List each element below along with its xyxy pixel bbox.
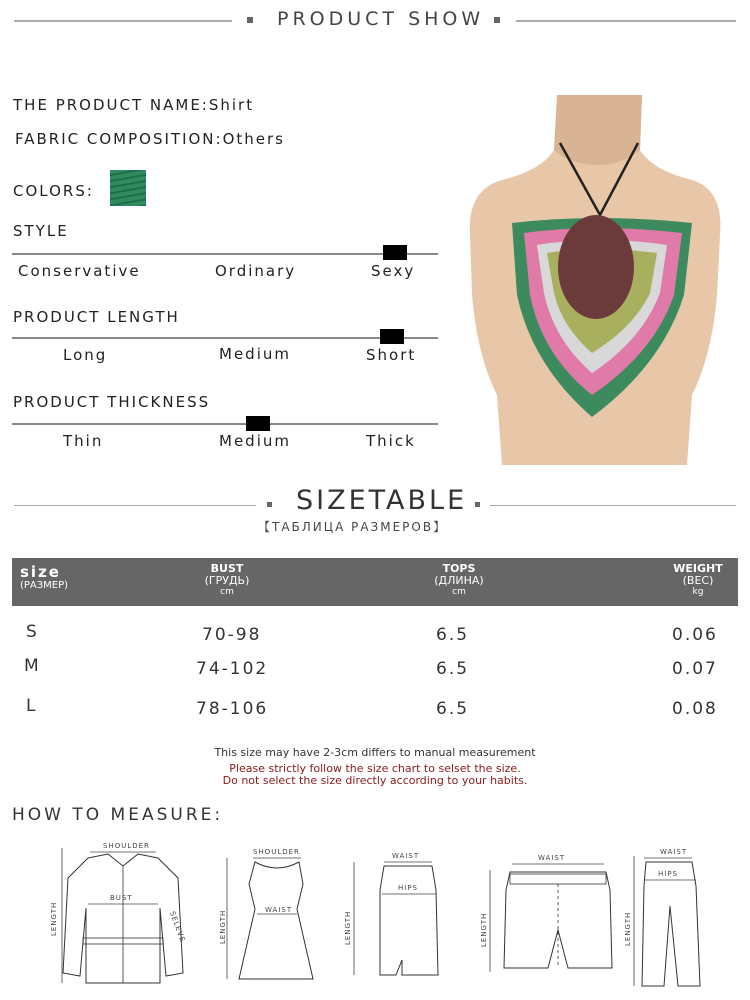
label-hips-5: HIPS	[658, 870, 678, 878]
row-s-weight: 0.06	[672, 625, 718, 645]
style-marker	[383, 245, 407, 260]
row-m-weight: 0.07	[672, 659, 718, 679]
label-waist-4: WAIST	[538, 854, 566, 862]
th-bust-sub: (ГРУДЬ)	[204, 574, 250, 587]
thickness-option-medium: Medium	[219, 432, 291, 450]
size-warning-1: Please strictly follow the size chart to selset the size.	[229, 762, 521, 775]
label-length-4: LENGTH	[480, 912, 488, 947]
th-size	[20, 564, 68, 592]
row-m-size: M	[24, 656, 41, 676]
label-shoulder-1: SHOULDER	[103, 842, 150, 850]
fabric-composition: FABRIC COMPOSITION:Others	[15, 130, 285, 148]
row-m-tops: 6.5	[436, 659, 470, 679]
measure-title: HOW TO MEASURE:	[12, 805, 224, 825]
length-option-short: Short	[366, 346, 417, 364]
th-bust-unit: cm	[220, 587, 234, 597]
label-length-3: LENGTH	[344, 910, 352, 945]
row-l-tops: 6.5	[436, 699, 470, 719]
thickness-title: PRODUCT THICKNESS	[13, 393, 211, 411]
th-tops-sub: (ДЛИНА)	[434, 574, 484, 587]
header-square-right	[494, 17, 500, 23]
style-scale-line	[12, 253, 438, 255]
sizetable-square-right	[475, 502, 480, 507]
label-hips-3: HIPS	[398, 884, 418, 892]
header-line-left	[14, 20, 232, 22]
colors-label: COLORS:	[13, 182, 94, 200]
label-waist-3: WAIST	[392, 852, 420, 860]
th-weight-unit: kg	[692, 587, 704, 597]
th-bust	[187, 563, 267, 597]
th-weight-sub: (ВЕС)	[682, 574, 714, 587]
header-square-left	[247, 17, 253, 23]
header-line-right	[516, 20, 736, 22]
measure-pants-figure	[622, 846, 722, 996]
sizetable-square-left	[267, 502, 272, 507]
th-bust-label: BUST	[210, 562, 244, 575]
thickness-scale-line	[12, 423, 438, 425]
row-s-tops: 6.5	[436, 625, 470, 645]
row-s-size: S	[26, 622, 39, 642]
row-l-bust: 78-106	[196, 699, 269, 719]
label-waist-2: WAIST	[265, 906, 293, 914]
sizetable-line-left	[14, 505, 256, 506]
th-size-label: size	[20, 563, 61, 581]
th-weight-label: WEIGHT	[673, 562, 723, 575]
sizetable-title: SIZETABLE	[296, 485, 468, 516]
style-option-conservative: Conservative	[18, 262, 141, 280]
th-tops-unit: cm	[452, 587, 466, 597]
th-tops-label: TOPS	[442, 562, 476, 575]
measure-jacket-figure	[48, 838, 198, 990]
thickness-option-thick: Thick	[366, 432, 416, 450]
row-l-weight: 0.08	[672, 699, 718, 719]
size-warning-2: Do not select the size directly according to your habits.	[222, 774, 528, 787]
row-l-size: L	[26, 696, 38, 716]
label-sleeve-1: SELEVE	[168, 910, 187, 944]
product-image	[462, 95, 730, 470]
label-length-1: LENGTH	[50, 901, 58, 936]
size-table-header	[12, 558, 738, 606]
sizetable-line-right	[490, 505, 736, 506]
row-s-bust: 70-98	[202, 625, 262, 645]
style-title: STYLE	[13, 222, 69, 240]
length-title: PRODUCT LENGTH	[13, 308, 180, 326]
style-option-sexy: Sexy	[371, 262, 416, 280]
page-title: PRODUCT SHOW	[277, 8, 485, 30]
label-shoulder-2: SHOULDER	[253, 848, 300, 856]
label-length-2: LENGTH	[219, 909, 227, 944]
length-marker	[380, 329, 404, 344]
label-waist-5: WAIST	[660, 848, 688, 856]
sizetable-subtitle: 【ТАБЛИЦА РАЗМЕРОВ】	[258, 520, 448, 534]
measure-skirt-figure	[340, 850, 450, 990]
th-size-sub: (РАЗМЕР)	[20, 580, 69, 591]
thickness-marker	[246, 416, 270, 431]
th-weight	[658, 563, 738, 597]
length-option-medium: Medium	[219, 345, 291, 363]
color-swatch[interactable]	[110, 170, 146, 206]
length-option-long: Long	[63, 346, 108, 364]
row-m-bust: 74-102	[196, 659, 269, 679]
size-note: This size may have 2-3cm differs to manual measurement	[214, 746, 536, 759]
measure-dress-figure	[215, 844, 315, 990]
th-tops	[419, 563, 499, 597]
measure-shorts-figure	[478, 850, 618, 980]
style-option-ordinary: Ordinary	[215, 262, 297, 280]
length-scale-line	[12, 337, 438, 339]
label-length-5: LENGTH	[624, 911, 632, 946]
label-bust-1: BUST	[110, 894, 133, 902]
product-name: THE PRODUCT NAME:Shirt	[13, 96, 255, 114]
thickness-option-thin: Thin	[63, 432, 104, 450]
